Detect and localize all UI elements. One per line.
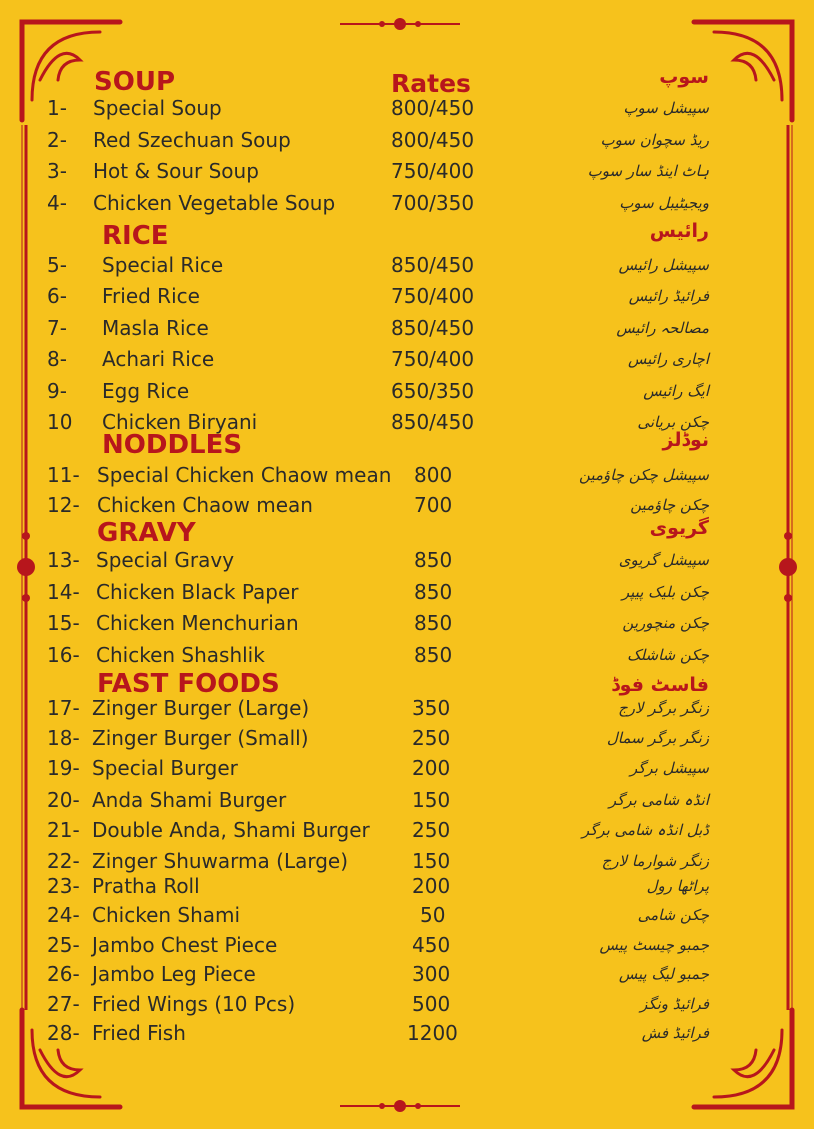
menu-item — [0, 609, 814, 639]
item-name: Special Soup — [93, 96, 222, 120]
item-name: Special Chicken Chaow mean — [97, 463, 392, 487]
item-price: 250 — [412, 818, 451, 842]
section-title-urdu: نوڈلز — [662, 429, 709, 451]
item-price: 850/450 — [391, 410, 475, 434]
item-name: Fried Rice — [102, 284, 200, 308]
menu-item — [0, 694, 814, 724]
item-number: 6- — [47, 284, 67, 308]
item-number: 12- — [47, 493, 80, 517]
item-name-urdu: سپیشل سوپ — [623, 99, 709, 117]
item-name-urdu: فرائیڈ ونگز — [640, 995, 709, 1013]
item-number: 7- — [47, 316, 67, 340]
item-name-urdu: سپیشل رائیس — [618, 256, 709, 274]
menu-item — [0, 189, 814, 219]
menu-item — [0, 872, 814, 902]
menu-item — [0, 960, 814, 990]
item-price: 300 — [412, 962, 451, 986]
section-title: NODDLES — [102, 430, 243, 460]
item-number: 10 — [47, 410, 73, 434]
item-name: Special Gravy — [96, 548, 235, 572]
item-price: 800 — [414, 463, 453, 487]
menu-item — [0, 377, 814, 407]
item-number: 26- — [47, 962, 80, 986]
item-price: 150 — [412, 849, 451, 873]
item-name-urdu: زنگر شوارما لارج — [601, 852, 709, 870]
item-price: 450 — [412, 933, 451, 957]
item-price: 700 — [414, 493, 453, 517]
section-title: SOUP — [94, 67, 175, 97]
item-number: 22- — [47, 849, 80, 873]
item-name: Jambo Chest Piece — [92, 933, 278, 957]
menu-item — [0, 816, 814, 846]
item-name: Masla Rice — [102, 316, 209, 340]
item-number: 23- — [47, 874, 80, 898]
menu-item — [0, 157, 814, 187]
item-price: 850 — [414, 580, 453, 604]
item-name-urdu: انڈہ شامی برگر — [608, 791, 709, 809]
item-price: 1200 — [407, 1021, 458, 1045]
item-name-urdu: فرائیڈ فش — [641, 1024, 709, 1042]
section-title-urdu: گریوی — [649, 517, 709, 539]
item-price: 200 — [412, 874, 451, 898]
menu-item — [0, 578, 814, 608]
item-number: 18- — [47, 726, 80, 750]
menu-item — [0, 94, 814, 124]
item-price: 850/450 — [391, 316, 475, 340]
item-name: Fried Fish — [92, 1021, 186, 1045]
section-title-urdu: سوپ — [659, 66, 709, 88]
item-name-urdu: چکن بلیک پیپر — [621, 583, 709, 601]
item-name: Chicken Menchurian — [96, 611, 299, 635]
section-title-urdu: فاسٹ فوڈ — [611, 674, 709, 696]
item-number: 27- — [47, 992, 80, 1016]
item-name-urdu: اچاری رائیس — [628, 350, 709, 368]
item-number: 19- — [47, 756, 80, 780]
item-price: 250 — [412, 726, 451, 750]
menu-item — [0, 990, 814, 1020]
item-price: 350 — [412, 696, 451, 720]
item-name-urdu: ایگ رائیس — [643, 382, 709, 400]
item-number: 13- — [47, 548, 80, 572]
section-title: GRAVY — [97, 518, 196, 548]
section-title: FAST FOODS — [97, 669, 280, 699]
item-name-urdu: چکن بریانی — [637, 413, 709, 431]
item-number: 16- — [47, 643, 80, 667]
item-number: 9- — [47, 379, 67, 403]
item-number: 11- — [47, 463, 80, 487]
menu-item — [0, 345, 814, 375]
item-name-urdu: فرائیڈ رائیس — [628, 287, 709, 305]
item-name: Zinger Burger (Large) — [92, 696, 310, 720]
menu-item — [0, 724, 814, 754]
item-price: 50 — [420, 903, 446, 927]
item-name: Chicken Black Paper — [96, 580, 299, 604]
item-price: 800/450 — [391, 128, 475, 152]
item-name-urdu: سپیشل گریوی — [618, 551, 709, 569]
item-price: 850 — [414, 611, 453, 635]
item-price: 850/450 — [391, 253, 475, 277]
item-number: 2- — [47, 128, 67, 152]
item-price: 850 — [414, 548, 453, 572]
item-name: Special Burger — [92, 756, 238, 780]
item-name-urdu: ڈبل انڈہ شامی برگر — [581, 821, 709, 839]
item-name: Pratha Roll — [92, 874, 200, 898]
item-name: Hot & Sour Soup — [93, 159, 259, 183]
item-number: 24- — [47, 903, 80, 927]
item-name: Anda Shami Burger — [92, 788, 287, 812]
item-name-urdu: مصالحہ رائیس — [616, 319, 709, 337]
item-price: 200 — [412, 756, 451, 780]
menu-item — [0, 461, 814, 491]
item-number: 21- — [47, 818, 80, 842]
section-title-urdu: رائیس — [649, 220, 709, 242]
item-name: Zinger Burger (Small) — [92, 726, 309, 750]
item-number: 25- — [47, 933, 80, 957]
item-number: 4- — [47, 191, 67, 215]
item-name: Zinger Shuwarma (Large) — [92, 849, 349, 873]
item-name-urdu: جمبو چیسٹ پیس — [599, 936, 709, 954]
item-name: Jambo Leg Piece — [92, 962, 256, 986]
item-name-urdu: چکن منچورین — [622, 614, 709, 632]
item-name-urdu: سپیشل چکن چاؤمین — [579, 466, 709, 484]
item-name: Chicken Vegetable Soup — [93, 191, 336, 215]
item-price: 150 — [412, 788, 451, 812]
item-name-urdu: پراٹھا رول — [646, 877, 709, 895]
item-price: 850 — [414, 643, 453, 667]
item-name: Egg Rice — [102, 379, 190, 403]
item-number: 8- — [47, 347, 67, 371]
menu-item — [0, 1019, 814, 1049]
item-number: 3- — [47, 159, 67, 183]
item-name-urdu: چکن شامی — [637, 906, 709, 924]
menu-item — [0, 126, 814, 156]
menu-item — [0, 641, 814, 671]
menu-item — [0, 931, 814, 961]
item-name: Chicken Chaow mean — [97, 493, 313, 517]
item-name-urdu: سپیشل برگر — [630, 759, 709, 777]
item-name-urdu: زنگر برگر سمال — [606, 729, 709, 747]
menu-item — [0, 754, 814, 784]
item-price: 650/350 — [391, 379, 475, 403]
item-name-urdu: ہاٹ اینڈ سار سوپ — [587, 162, 709, 180]
item-price: 800/450 — [391, 96, 475, 120]
rates-header: Rates — [391, 69, 471, 98]
item-price: 750/400 — [391, 284, 475, 308]
item-name: Chicken Shami — [92, 903, 241, 927]
item-number: 28- — [47, 1021, 80, 1045]
menu-item — [0, 251, 814, 281]
item-name-urdu: چکن چاؤمین — [630, 496, 709, 514]
item-number: 17- — [47, 696, 80, 720]
menu-item — [0, 314, 814, 344]
item-price: 700/350 — [391, 191, 475, 215]
item-name: Chicken Shashlik — [96, 643, 265, 667]
item-name-urdu: جمبو لیگ پیس — [618, 965, 709, 983]
item-name-urdu: ریڈ سچوان سوپ — [600, 131, 709, 149]
item-name: Special Rice — [102, 253, 224, 277]
item-name-urdu: زنگر برگر لارج — [618, 699, 709, 717]
item-name: Fried Wings (10 Pcs) — [92, 992, 296, 1016]
item-name: Achari Rice — [102, 347, 215, 371]
item-price: 750/400 — [391, 159, 475, 183]
item-name: Chicken Biryani — [102, 410, 258, 434]
menu-item — [0, 282, 814, 312]
item-number: 1- — [47, 96, 67, 120]
item-name-urdu: ویجیٹیبل سوپ — [619, 194, 709, 212]
item-number: 20- — [47, 788, 80, 812]
item-number: 5- — [47, 253, 67, 277]
item-price: 500 — [412, 992, 451, 1016]
item-number: 14- — [47, 580, 80, 604]
menu-item — [0, 901, 814, 931]
item-number: 15- — [47, 611, 80, 635]
item-name-urdu: چکن شاشلک — [627, 646, 709, 664]
menu-item — [0, 786, 814, 816]
menu-item — [0, 546, 814, 576]
item-name: Double Anda, Shami Burger — [92, 818, 370, 842]
item-name: Red Szechuan Soup — [93, 128, 291, 152]
item-price: 750/400 — [391, 347, 475, 371]
section-title: RICE — [102, 221, 169, 251]
